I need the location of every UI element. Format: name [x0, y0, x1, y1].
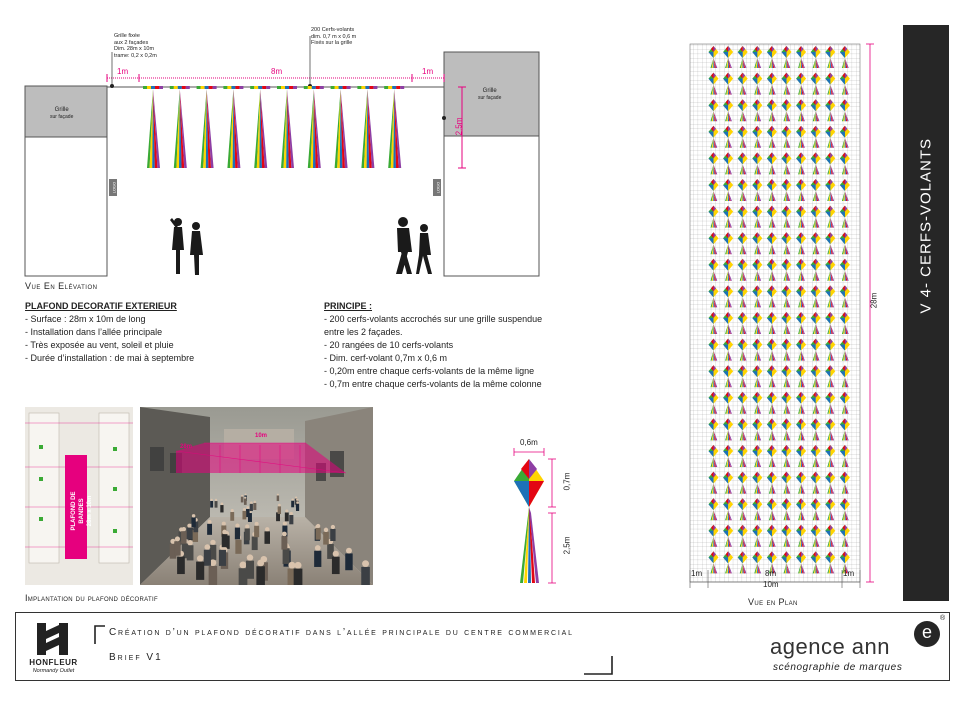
crowd-person-head [235, 524, 239, 528]
elevation-kite-band [231, 86, 235, 89]
dim-height-label: 2,5m [454, 117, 464, 136]
agency-registered: ® [940, 615, 946, 622]
elevation-kite-band [147, 86, 151, 89]
crowd-person-body [246, 561, 254, 579]
crowd-person-head [295, 562, 302, 569]
ceiling-line: - Installation dans l’allée principale [25, 327, 163, 337]
elevation-kite-band [223, 86, 227, 89]
elevation-kites [143, 86, 404, 168]
ceiling-description [25, 301, 305, 365]
crowd-person-head [255, 522, 259, 526]
elevation-kite-band [197, 86, 201, 89]
elevation-drawing [0, 0, 560, 300]
crowd-person-head [221, 503, 224, 506]
elevation-kite-band [331, 86, 335, 89]
elevation-kite-band [304, 86, 308, 89]
elevation-kite [223, 86, 243, 168]
elevation-kite-band [235, 86, 239, 89]
elevation-kite-band [312, 86, 316, 89]
crowd-person-head [210, 540, 215, 545]
elevation-kite-band [227, 86, 231, 89]
left-facade-label: Grille sur façade [50, 107, 74, 120]
crowd-person-body [242, 511, 246, 519]
crowd-person-head [187, 540, 192, 545]
crowd-person-body [187, 528, 192, 540]
kite-detail [500, 435, 590, 590]
crowd-person-body [181, 531, 187, 543]
crowd-person-body [291, 501, 294, 508]
elevation-kite [197, 86, 217, 168]
elevation-kite-band [320, 86, 324, 89]
crowd-person-body [323, 532, 329, 545]
crowd-person-body [244, 499, 247, 505]
crowd-person-body [215, 501, 218, 508]
agency-mark: e [914, 621, 940, 647]
principle-line: - 20 rangées de 10 cerfs-volants [324, 340, 454, 350]
elevation-kite-band [396, 86, 400, 89]
crowd-person-body [330, 529, 335, 541]
people-silhouettes [170, 217, 432, 275]
crowd-person-head [240, 561, 247, 568]
crowd-person-body [187, 545, 194, 560]
elevation-kite-band [277, 86, 281, 89]
elevation-kite-band [281, 86, 285, 89]
principle-line: - 200 cerfs-volants accrochés sur une grille suspendue [324, 314, 543, 324]
elevation-kite-band [357, 86, 361, 89]
principle-description [324, 301, 624, 391]
crowd-person-body [191, 518, 195, 528]
photo-label-left: 28m [180, 444, 193, 450]
crowd-person-head [296, 499, 298, 501]
crowd-person-head [283, 522, 287, 526]
elevation-kite-band [209, 86, 213, 89]
elevation-kite-band [361, 86, 365, 89]
crowd-person-body [204, 550, 211, 566]
crowd-person-head [292, 498, 294, 500]
ceiling-line: - Durée d’installation : de mai à septembre [25, 353, 195, 363]
crowd-person-body [264, 531, 270, 543]
plan-caption: Vue en Plan [748, 597, 798, 607]
agency-tagline: scénographie de marques [773, 662, 903, 673]
crowd-person-body [174, 541, 180, 555]
crowd-person-body [250, 504, 253, 511]
dim-right-label: 1m [422, 67, 434, 76]
elevation-kite [384, 86, 404, 168]
brief-version: Brief V1 [109, 652, 163, 663]
crowd-person-head [265, 527, 269, 531]
elevation-kite-band [239, 86, 243, 89]
crowd-person-body [332, 557, 340, 574]
site-photo [140, 407, 373, 585]
crowd-person-head [205, 544, 211, 550]
crowd-person-body [235, 540, 241, 554]
crowd-person-head [222, 522, 226, 526]
crowd-person-body [254, 526, 259, 537]
plan-height-label: 28m [869, 292, 879, 309]
elevation-kite [170, 86, 190, 168]
crowd-person-body [327, 544, 334, 559]
elevation-view [0, 0, 560, 300]
elevation-kite-band [339, 86, 343, 89]
elevation-kite-band [266, 86, 270, 89]
crowd-person-body [207, 524, 212, 535]
crowd-person-head [250, 501, 253, 504]
crowd-person-body [296, 504, 299, 511]
honfleur-brand: HONFLEUR [29, 658, 78, 667]
kite-detail-drawing [500, 435, 590, 590]
crowd-person-head [243, 508, 246, 511]
elevation-kite-band [182, 86, 186, 89]
right-facade-label: Grille sur façade [478, 88, 502, 101]
elevation-kite-band [250, 86, 254, 89]
crowd-person-head [362, 560, 369, 567]
ceiling-line: - Très exposée au vent, soleil et pluie [25, 340, 174, 350]
crowd-person-body [252, 537, 258, 550]
plan-dim-center: 8m [765, 569, 777, 578]
agency-name: agence ann [770, 634, 890, 659]
elevation-kite-band [205, 86, 209, 89]
elevation-kite [143, 86, 163, 168]
elevation-kite-band [213, 86, 217, 89]
crowd-person-body [281, 536, 287, 549]
crowd-person-body [235, 528, 240, 540]
elevation-kite [250, 86, 270, 168]
principle-line: entre les 2 façades. [324, 327, 403, 337]
crowd-person-body [245, 528, 250, 540]
crowd-person-head [241, 495, 243, 497]
plan-dim-right: 1m [843, 569, 855, 578]
crowd-person-head [346, 548, 352, 554]
crowd-person-body [294, 569, 303, 585]
crowd-person-body [289, 515, 293, 524]
implantation-caption: Implantation du plafond décoratif [25, 593, 158, 603]
honfleur-mark-icon [33, 621, 73, 657]
elevation-kite-band [151, 86, 155, 89]
crowd-person-head [254, 501, 256, 503]
principle-line: - 0,20m entre chaque cerfs-volants de la même ligne [324, 366, 535, 376]
elevation-kite-band [293, 86, 297, 89]
crowd-person-head [208, 520, 212, 524]
principle-line: - Dim. cerf-volant 0,7m x 0,6 m [324, 353, 448, 363]
plan-dim-left: 1m [691, 569, 703, 578]
elevation-caption: Vue En Elévation [25, 281, 98, 291]
crowd-person-head [246, 506, 249, 509]
crowd-person-body [220, 505, 223, 512]
crowd-person-body [230, 512, 234, 521]
crowd-person-body [345, 553, 352, 570]
logo-right: LOGO [435, 181, 441, 194]
crowd-person-head [210, 499, 212, 501]
elevation-kite-band [335, 86, 339, 89]
elevation-kite [304, 86, 324, 168]
elevation-kite-band [262, 86, 266, 89]
photo-label-top: 10m [255, 433, 268, 439]
crowd-person-head [182, 527, 186, 531]
crowd-person-head [187, 524, 191, 528]
ceiling-line: - Surface : 28m x 10m de long [25, 314, 146, 324]
crowd-person-head [278, 504, 281, 507]
principle-line: - 0,7m entre chaque cerfs-volants de la même colonne [324, 379, 542, 389]
crowd-person-head [222, 530, 227, 535]
crowd-person-body [314, 551, 321, 567]
crowd-person-head [282, 532, 287, 537]
crowd-person-head [247, 554, 253, 560]
ceiling-title: PLAFOND DECORATIF EXTERIEUR [25, 301, 177, 311]
elevation-kite-band [170, 86, 174, 89]
plan-drawing [680, 36, 890, 596]
elevation-kite-band [186, 86, 190, 89]
elevation-kite-band [347, 86, 351, 89]
elevation-kite-band [254, 86, 258, 89]
elevation-kite-band [365, 86, 369, 89]
kite-width-label: 0,6m [520, 438, 538, 447]
crowd-person-body [241, 497, 244, 503]
kite-height-label: 0,7m [562, 472, 572, 491]
crowd-person-body [277, 496, 279, 502]
elevation-kite-band [388, 86, 392, 89]
elevation-kite-band [373, 86, 377, 89]
elevation-kite [331, 86, 351, 168]
elevation-kite-band [316, 86, 320, 89]
crowd-person-head [331, 525, 335, 529]
elevation-kite-band [143, 86, 147, 89]
crowd-person-head [257, 560, 264, 567]
honfleur-sub: Normandy Outlet [32, 668, 75, 674]
crowd-person-head [296, 501, 299, 504]
crowd-person-body [316, 528, 321, 540]
crowd-person-head [315, 545, 321, 551]
project-title: Création d’un plafond décoratif dans l’allée principale du centre commercial [109, 627, 574, 638]
plan-view [680, 36, 890, 616]
side-title-bar [903, 25, 949, 601]
crowd-person-head [290, 512, 293, 515]
elevation-kite-band [155, 86, 159, 89]
kite-tail [520, 507, 539, 583]
crowd-person-body [256, 566, 265, 585]
principle-title: PRINCIPE : [324, 301, 373, 311]
elevation-kite-band [308, 86, 312, 89]
corner-bracket-top-icon [94, 625, 106, 645]
elevation-kite-band [343, 86, 347, 89]
honfleur-logo [26, 621, 81, 677]
map-ceiling-label: PLAFOND DE BANDES 28m x 10m [71, 491, 93, 531]
crowd-person-head [192, 514, 195, 517]
site-map [25, 407, 133, 585]
logo-left: LOGO [111, 181, 117, 194]
crowd-person-body [246, 509, 250, 517]
crowd-person-body [219, 550, 226, 566]
crowd-person-head [277, 494, 279, 496]
side-title: V 4- CERFS-VOLANTS [917, 137, 935, 314]
crowd-person-head [215, 499, 217, 501]
crowd-person-head [288, 562, 295, 569]
crowd-person-body [222, 534, 228, 547]
elevation-kite-band [369, 86, 373, 89]
elevation-kite [357, 86, 377, 168]
crowd-person-head [245, 524, 249, 528]
crowd-person-head [175, 536, 180, 541]
crowd-person-body [177, 557, 185, 574]
plan-dim-total: 10m [763, 580, 779, 589]
crowd-person-body [278, 506, 281, 514]
crowd-person-body [196, 562, 204, 580]
crowd-person-body [283, 548, 290, 564]
elevation-kite-band [174, 86, 178, 89]
crowd-person-head [316, 524, 320, 528]
elevation-kite-band [400, 86, 404, 89]
elevation-kite-band [258, 86, 262, 89]
elevation-kite-band [159, 86, 163, 89]
crowd-person-head [197, 555, 204, 562]
kite-tail-label: 2,5m [562, 536, 572, 555]
kites-note: 200 Cerfs-volants dim. 0,7 m x 0,6 m Fixés sur la grille [311, 27, 357, 46]
elevation-kite-band [392, 86, 396, 89]
crowd-person-body [253, 503, 256, 510]
footer [15, 612, 950, 681]
dim-center-label: 8m [271, 67, 283, 76]
crowd-person-head [324, 528, 328, 532]
crowd-person-body [285, 513, 289, 522]
crowd-person-body [210, 501, 213, 508]
crowd-person-head [295, 497, 297, 499]
crowd-person-head [231, 509, 234, 512]
crowd-person-head [333, 551, 339, 557]
elevation-kite-band [289, 86, 293, 89]
crowd-person-body [361, 567, 370, 585]
dim-left-label: 1m [117, 67, 129, 76]
elevation-kite-band [178, 86, 182, 89]
elevation-kite-band [201, 86, 205, 89]
elevation-kite-band [384, 86, 388, 89]
elevation-kite-band [285, 86, 289, 89]
crowd-person-head [285, 509, 288, 512]
corner-bracket-bottom-icon [583, 655, 613, 675]
crowd-person-body [209, 566, 218, 585]
crowd-person-head [244, 497, 246, 499]
crowd-person-head [245, 494, 247, 496]
elevation-kite [277, 86, 297, 168]
grid-note: Grille fixée aux 2 façades Dim. 28m x 10m trame: 0,2 x 0,2m [114, 33, 157, 59]
kite-large [514, 459, 544, 507]
